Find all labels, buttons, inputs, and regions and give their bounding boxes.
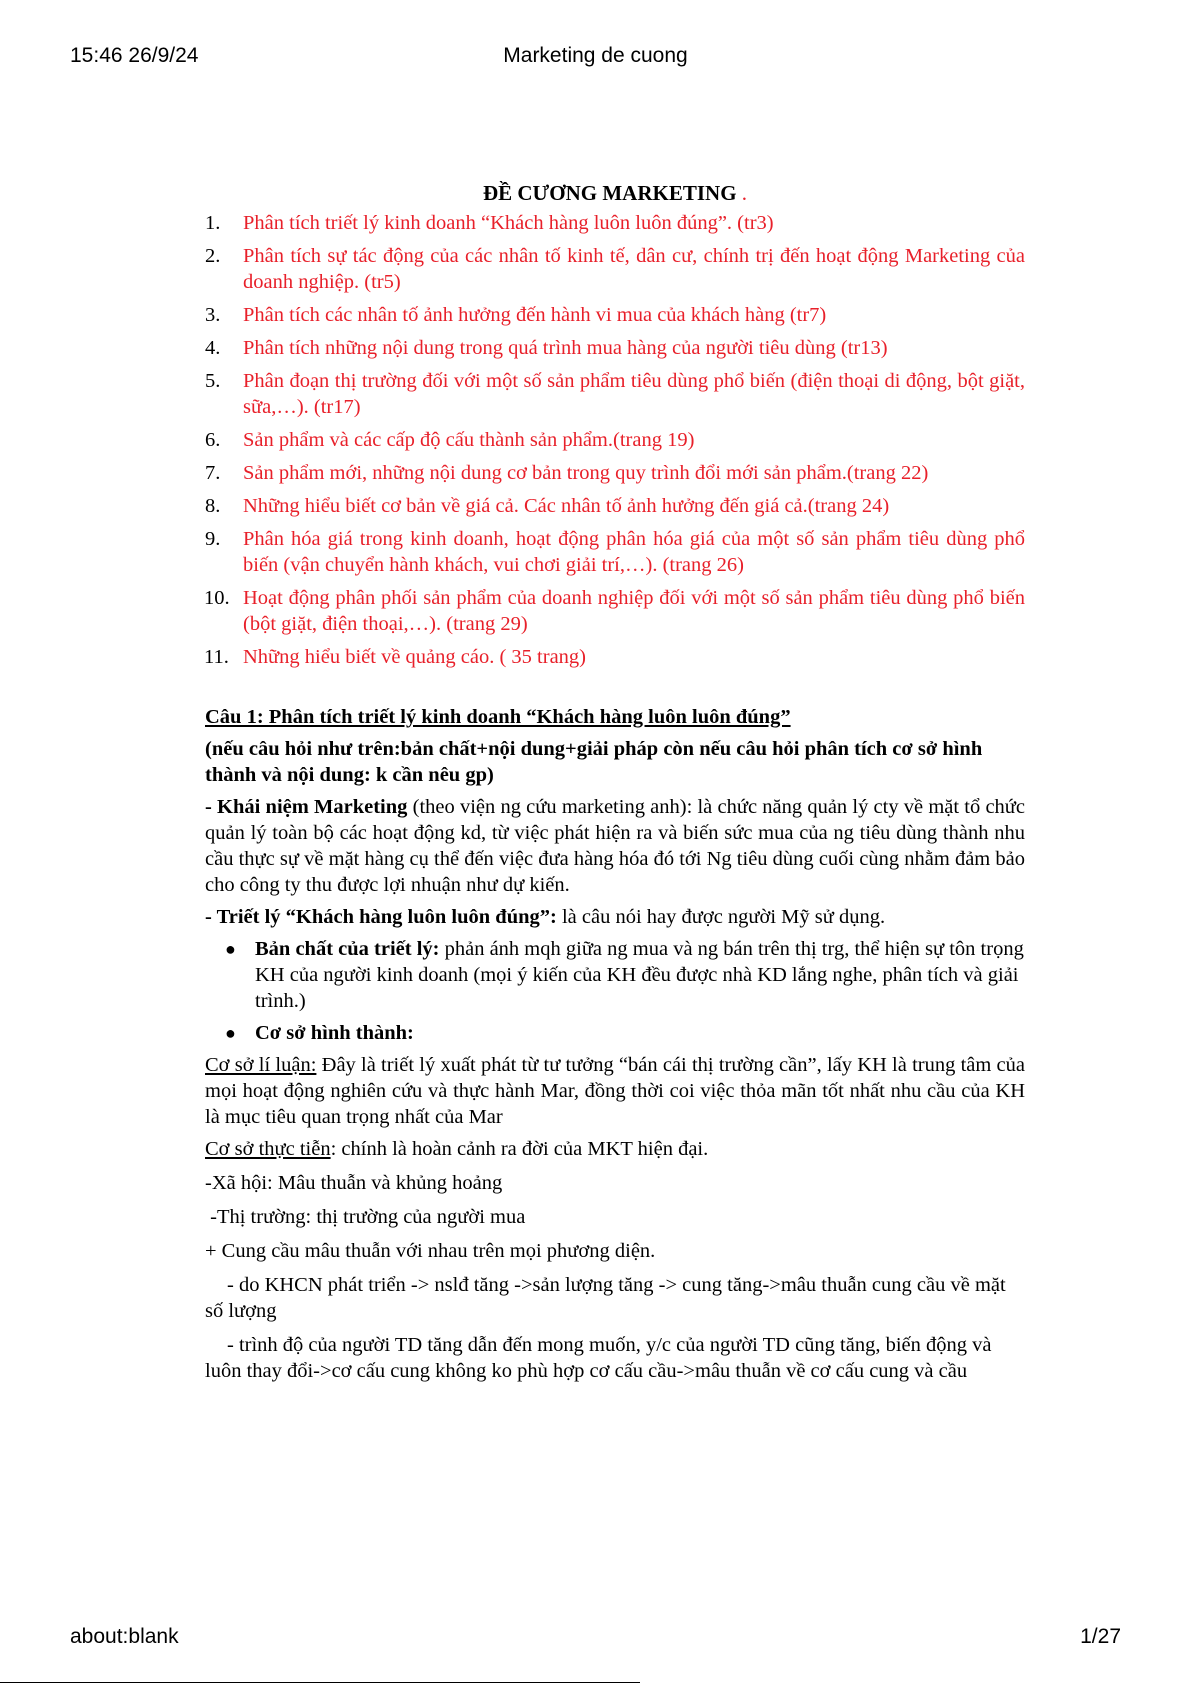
philosophy-paragraph: [205, 904, 1025, 930]
toc-list: [205, 210, 1025, 670]
toc-item: [205, 210, 1025, 236]
toc-text: Hoạt động phân phối sản phẩm của doanh nghiệp đối với một số sản phẩm tiêu dùng phổ biến (bột giặt, điện thoại,…). (trang 29): [243, 587, 1025, 635]
toc-text: Phân tích sự tác động của các nhân tố kinh tế, dân cư, chính trị đến hoạt động Marketing của doanh nghiệp. (tr5): [243, 245, 1025, 293]
toc-item: [205, 493, 1025, 519]
bullet-icon: ●: [225, 1023, 236, 1043]
toc-item: [205, 585, 1025, 637]
print-url: about:blank: [70, 1625, 179, 1648]
concept-paragraph: [205, 794, 1025, 898]
nature-label: Bản chất của triết lý:: [255, 938, 440, 960]
toc-item: [205, 644, 1025, 670]
toc-item: [205, 335, 1025, 361]
toc-text: Những hiểu biết cơ bản về giá cả. Các nhân tố ảnh hưởng đến giá cả.(trang 24): [243, 495, 890, 517]
basis-bullet: [205, 1020, 1025, 1046]
nature-bullet: [205, 936, 1025, 1014]
bullet-icon: ●: [225, 939, 236, 959]
page-title: [205, 180, 1025, 206]
philosophy-label: - Triết lý “Khách hàng luôn luôn đúng”:: [205, 906, 557, 928]
document-body: [205, 180, 1025, 1384]
question-1-note: (nếu câu hỏi như trên:bản chất+nội dung+giải pháp còn nếu câu hỏi phân tích cơ sở hình thành và nội dung: k cần nêu gp): [205, 738, 983, 786]
toc-number: 6.: [205, 429, 221, 451]
market-line: -Thị trường: thị trường của người mua: [205, 1206, 526, 1228]
toc-item: [205, 302, 1025, 328]
toc-number: 9.: [205, 528, 221, 550]
point-2: - trình độ của người TD tăng dẫn đến mong muốn, y/c của người TD cũng tăng, biến động và luôn thay đổi->cơ cấu cung không ko phù hợp cơ cấu cầu->mâu thuẫn về cơ cấu cung và cầu: [205, 1334, 992, 1382]
print-doc-title: Marketing de cuong: [503, 44, 688, 67]
toc-number: 7.: [205, 462, 221, 484]
toc-number: 1.: [205, 212, 221, 234]
concept-text: (theo viện ng cứu marketing anh): là chức năng quản lý cty về mặt tổ chức quản lý toàn bộ các hoạt động kd, từ việc phát hiện ra và biến sức mua của ng tiêu dùng thành nhu cầu thực sự về mặt hàng cụ thể đến việc đưa hàng hóa đó tới Ng tiêu dùng cuối cùng nhằm đảm bảo cho công ty thu được lợi nhuận như dự kiến.: [205, 796, 1026, 896]
theory-label: Cơ sở lí luận:: [205, 1054, 317, 1076]
print-datetime: 15:46 26/9/24: [70, 44, 199, 67]
toc-item: [205, 526, 1025, 578]
nature-text: phản ánh mqh giữa ng mua và ng bán trên thị trg, thể hiện sự tôn trọng KH của người kinh doanh (mọi ý kiến của KH đều được nhà KD lắng nghe, phân tích và giải trình.): [255, 938, 1024, 1012]
practice-text: : chính là hoàn cảnh ra đời của MKT hiện đại.: [330, 1138, 709, 1160]
toc-number: 11.: [204, 646, 229, 668]
toc-number: 2.: [205, 245, 221, 267]
question-1-title: Câu 1: Phân tích triết lý kinh doanh “Khách hàng luôn luôn đúng”: [205, 706, 791, 728]
toc-number: 8.: [205, 495, 221, 517]
practice-label: Cơ sở thực tiễn: [205, 1138, 331, 1160]
toc-item: [205, 243, 1025, 295]
concept-label: - Khái niệm Marketing: [205, 796, 408, 818]
title-dot: .: [741, 181, 748, 205]
toc-item: [205, 460, 1025, 486]
toc-text: Phân hóa giá trong kinh doanh, hoạt động phân hóa giá của một số sản phẩm tiêu dùng phổ biến (vận chuyển hành khách, vui chơi giải trí,…). (trang 26): [243, 528, 1025, 576]
theory-text: Đây là triết lý xuất phát từ tư tưởng “bán cái thị trường cần”, lấy KH là trung tâm của mọi hoạt động nghiên cứu và thực hành Mar, đồng thời coi việc thỏa mãn tốt nhất nhu cầu của KH là mục tiêu quan trọng nhất của Mar: [205, 1054, 1025, 1128]
page-number: 1/27: [1080, 1625, 1121, 1648]
practice-paragraph: [205, 1136, 1025, 1162]
toc-number: 10.: [204, 587, 230, 609]
toc-text: Những hiểu biết về quảng cáo. ( 35 trang): [243, 646, 586, 668]
toc-item: [205, 368, 1025, 420]
toc-text: Sản phẩm và các cấp độ cấu thành sản phẩm.(trang 19): [243, 429, 695, 451]
toc-text: Phân đoạn thị trường đối với một số sản phẩm tiêu dùng phổ biến (điện thoại di động, bột giặt, sữa,…). (tr17): [243, 370, 1025, 418]
toc-number: 4.: [205, 337, 221, 359]
toc-text: Phân tích các nhân tố ảnh hưởng đến hành vi mua của khách hàng (tr7): [243, 304, 827, 326]
toc-text: Phân tích triết lý kinh doanh “Khách hàng luôn luôn đúng”. (tr3): [243, 212, 774, 234]
supply-line: + Cung cầu mâu thuẫn với nhau trên mọi phương diện.: [205, 1240, 656, 1262]
toc-item: [205, 427, 1025, 453]
toc-number: 5.: [205, 370, 221, 392]
toc-text: Phân tích những nội dung trong quá trình mua hàng của người tiêu dùng (tr13): [243, 337, 888, 359]
philosophy-text: là câu nói hay được người Mỹ sử dụng.: [556, 906, 886, 928]
basis-label: Cơ sở hình thành:: [255, 1022, 414, 1044]
divider: [0, 1682, 640, 1683]
title-text: ĐỀ CƯƠNG MARKETING: [482, 181, 737, 205]
toc-number: 3.: [205, 304, 221, 326]
society-line: -Xã hội: Mâu thuẫn và khủng hoảng: [205, 1172, 503, 1194]
theory-paragraph: [205, 1052, 1025, 1130]
toc-text: Sản phẩm mới, những nội dung cơ bản trong quy trình đổi mới sản phẩm.(trang 22): [243, 462, 929, 484]
point-1: - do KHCN phát triển -> nslđ tăng ->sản lượng tăng -> cung tăng->mâu thuẫn cung cầu về mặt số lượng: [205, 1274, 1006, 1322]
